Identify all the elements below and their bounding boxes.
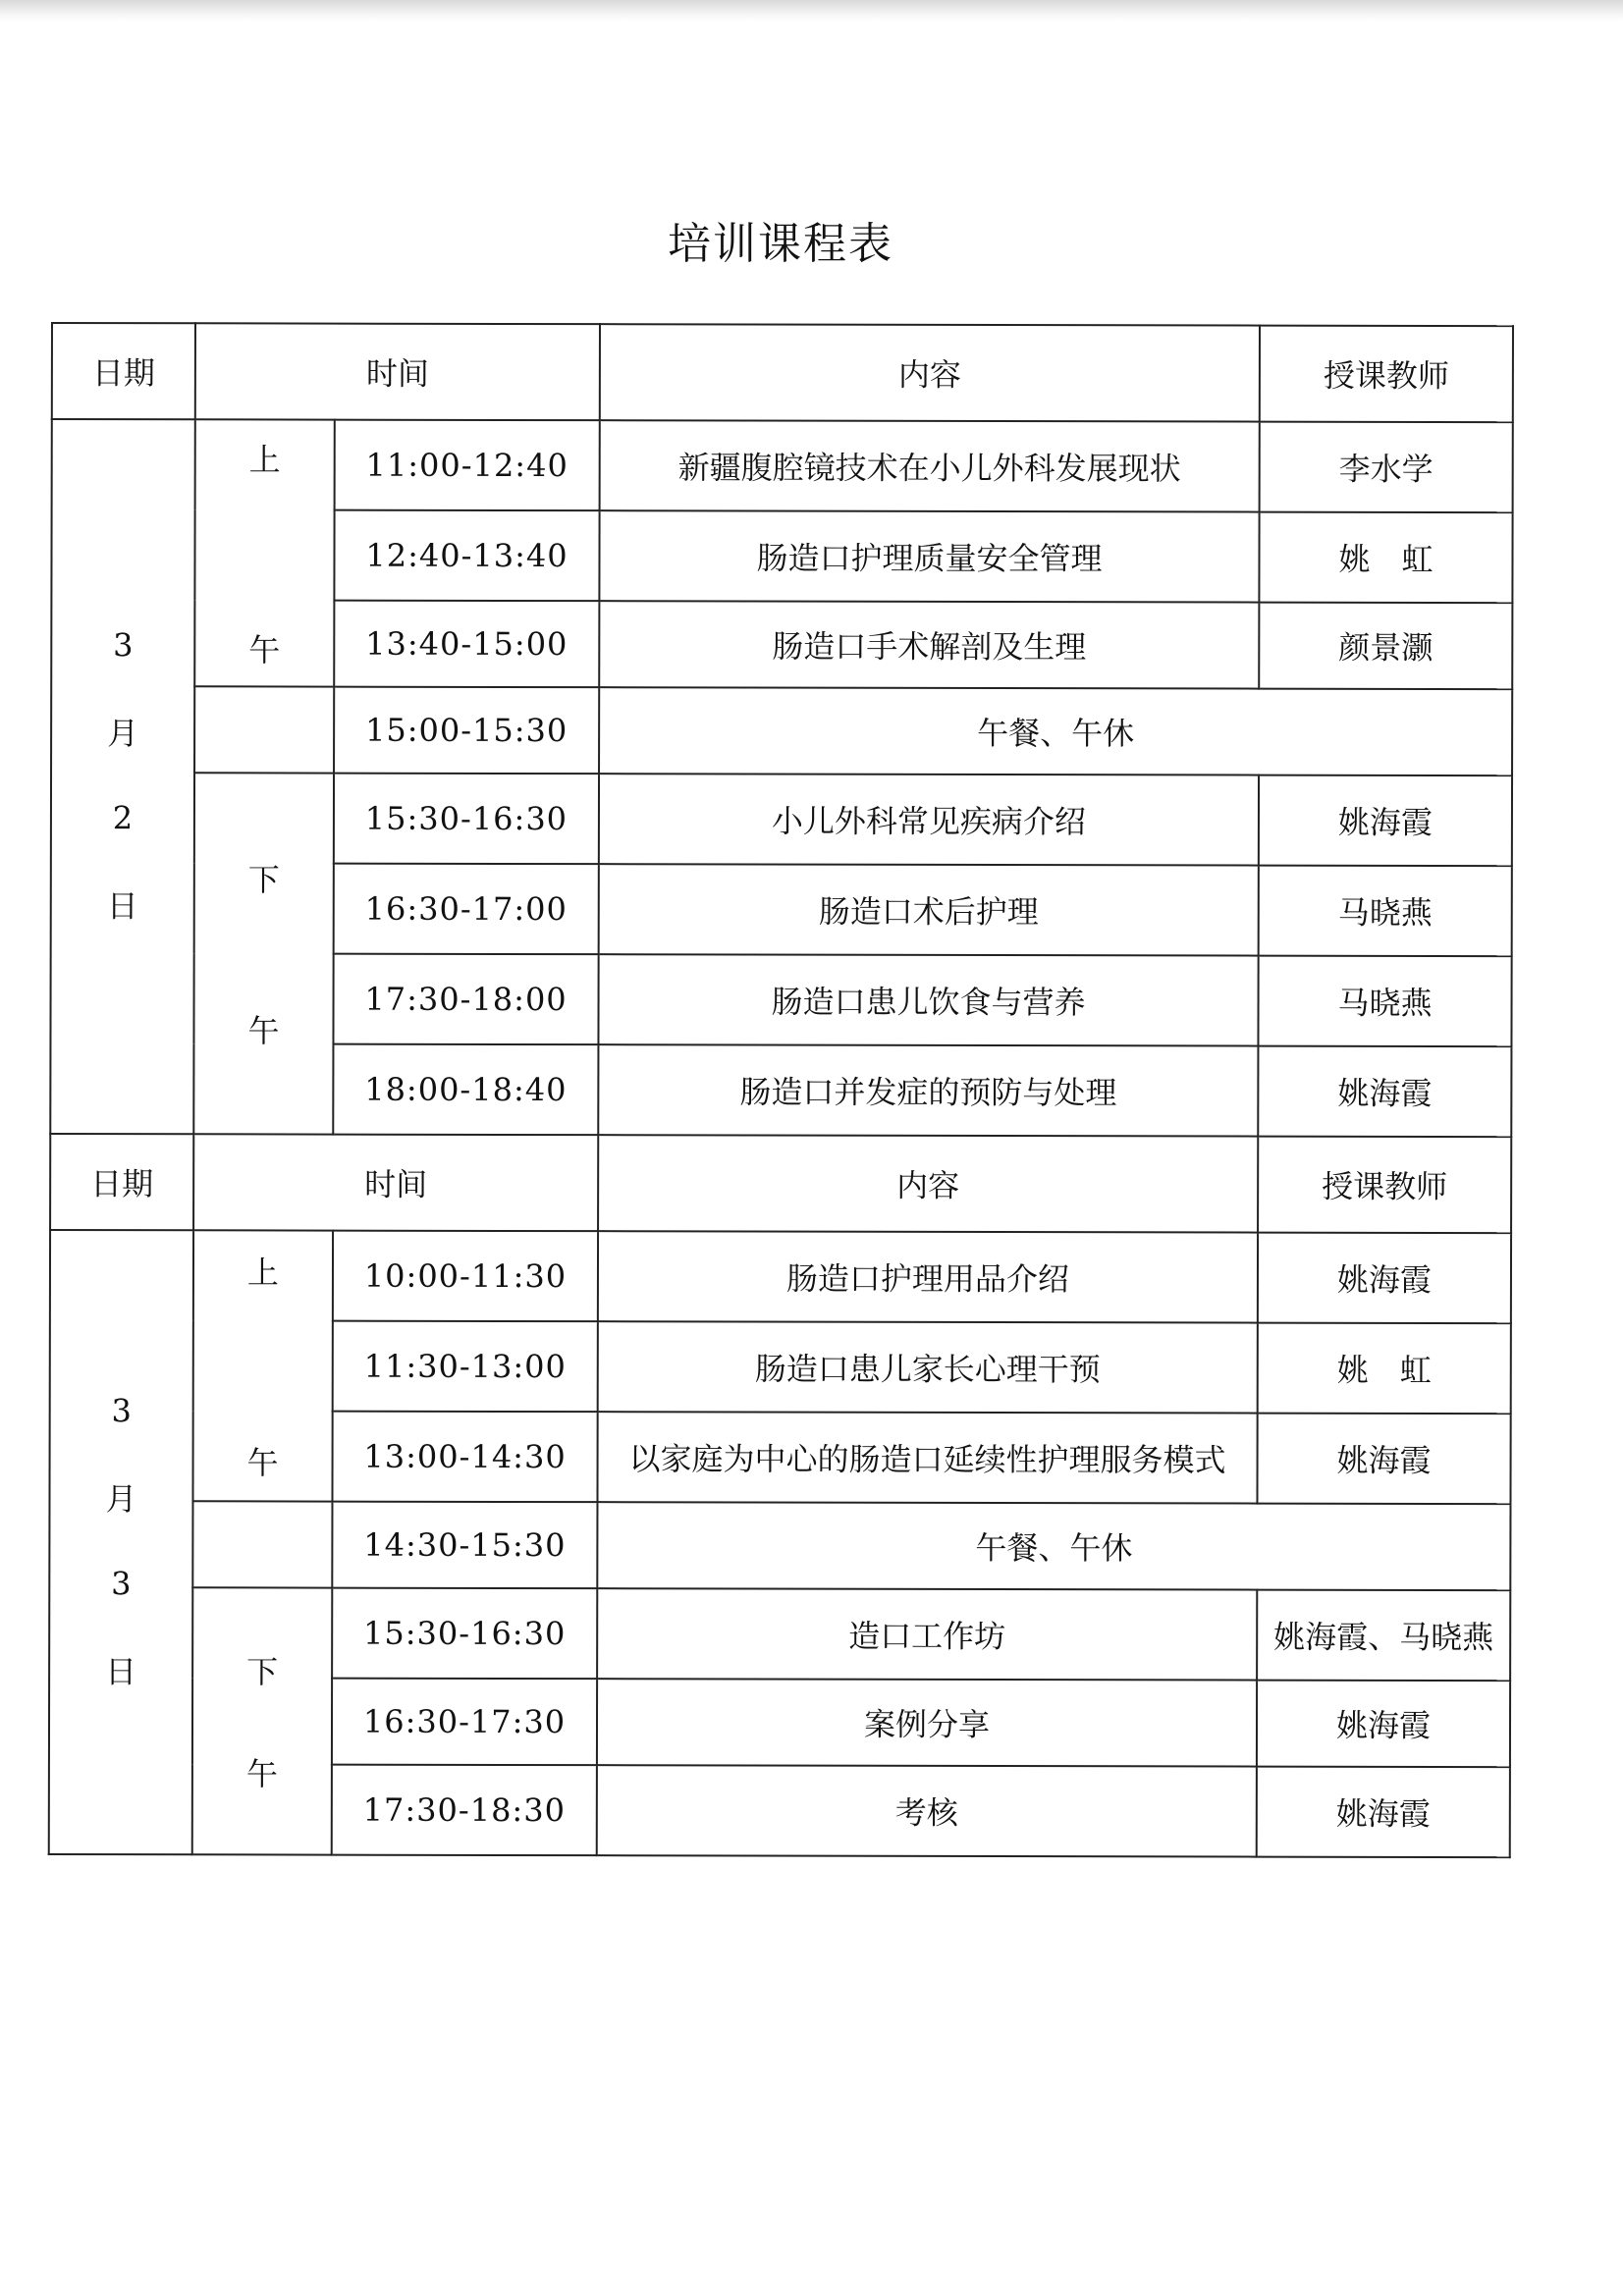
teacher-cell: 姚海霞 [1257, 1414, 1510, 1505]
content-cell: 造口工作坊 [597, 1588, 1257, 1680]
content-cell: 肠造口术后护理 [599, 864, 1259, 955]
date-char: 3 [111, 1392, 132, 1430]
break-content-cell: 午餐、午休 [599, 687, 1512, 775]
content-cell: 肠造口并发症的预防与处理 [598, 1044, 1258, 1136]
header-content: 内容 [600, 324, 1260, 421]
time-cell: 10:00-11:30 [333, 1231, 598, 1322]
time-cell: 16:30-17:30 [332, 1679, 597, 1766]
break-content-cell: 午餐、午休 [597, 1502, 1510, 1590]
time-cell: 12:40-13:40 [334, 510, 599, 602]
header-time: 时间 [195, 323, 600, 420]
half-char: 午 [245, 1755, 278, 1793]
date-char: 2 [112, 799, 134, 837]
teacher-cell: 姚海霞 [1258, 1046, 1511, 1138]
time-cell: 13:40-15:00 [334, 601, 599, 688]
header-date: 日期 [52, 323, 195, 419]
teacher-cell: 颜景灏 [1259, 603, 1512, 690]
time-cell: 16:30-17:00 [334, 864, 599, 955]
time-cell: 11:30-13:00 [333, 1321, 598, 1413]
date-char: 月 [105, 1480, 137, 1519]
content-cell: 小儿外科常见疾病介绍 [599, 774, 1259, 865]
date-char: 日 [106, 887, 138, 926]
break-row [49, 1501, 1510, 1590]
half-char: 上 [246, 1254, 280, 1292]
teacher-cell: 姚海霞 [1257, 1767, 1510, 1858]
morning-cell-day2 [192, 1230, 333, 1501]
time-cell: 13:00-14:30 [332, 1412, 597, 1503]
break-row [51, 686, 1512, 775]
header-time: 时间 [193, 1134, 598, 1231]
header-teacher: 授课教师 [1258, 1137, 1511, 1234]
time-cell: 17:30-18:30 [332, 1765, 597, 1856]
half-char: 下 [246, 1653, 279, 1691]
content-cell: 新疆腹腔镜技术在小儿外科发展现状 [600, 420, 1260, 511]
content-cell: 肠造口护理用品介绍 [598, 1231, 1258, 1322]
content-cell: 肠造口护理质量安全管理 [599, 510, 1259, 602]
teacher-cell: 马晓燕 [1259, 866, 1512, 957]
date-char: 日 [105, 1653, 137, 1691]
content-cell: 肠造口患儿饮食与营养 [598, 954, 1258, 1045]
teacher-cell: 姚海霞 [1259, 775, 1512, 867]
header-date: 日期 [50, 1134, 193, 1230]
table-row [52, 419, 1513, 512]
time-cell: 14:30-15:30 [332, 1502, 597, 1589]
time-cell: 15:30-16:30 [332, 1588, 597, 1680]
content-cell: 考核 [597, 1765, 1257, 1856]
date-cell-day2 [49, 1230, 193, 1854]
teacher-cell: 姚 虹 [1259, 512, 1512, 604]
half-char: 午 [248, 631, 281, 669]
teacher-cell: 李水学 [1260, 422, 1513, 513]
morning-cell-day1 [194, 419, 335, 686]
time-cell: 15:00-15:30 [334, 687, 599, 774]
teacher-cell: 姚 虹 [1258, 1323, 1511, 1415]
header-teacher: 授课教师 [1260, 326, 1513, 423]
table-row [50, 1230, 1511, 1323]
half-char: 午 [247, 1012, 280, 1050]
content-cell: 以家庭为中心的肠造口延续性护理服务模式 [597, 1412, 1257, 1503]
table-row [49, 1587, 1510, 1681]
date-cell-day1 [50, 419, 195, 1134]
half-char: 上 [248, 441, 281, 479]
table-row [51, 773, 1512, 866]
date-char: 3 [113, 626, 134, 665]
afternoon-cell-day1 [193, 773, 334, 1134]
teacher-cell: 姚海霞 [1257, 1681, 1510, 1768]
teacher-cell: 姚海霞 [1258, 1233, 1511, 1324]
table-header-row [50, 1134, 1511, 1233]
half-char: 下 [247, 861, 280, 899]
header-content: 内容 [598, 1135, 1258, 1232]
time-cell: 15:30-16:30 [334, 774, 599, 865]
time-cell: 11:00-12:40 [335, 420, 600, 511]
page-title: 培训课程表 [668, 219, 893, 269]
teacher-cell: 姚海霞、马晓燕 [1257, 1590, 1510, 1682]
time-cell: 18:00-18:40 [333, 1044, 598, 1136]
content-cell: 案例分享 [597, 1679, 1257, 1766]
scan-edge [0, 0, 1623, 22]
teacher-cell: 马晓燕 [1258, 956, 1511, 1047]
schedule-table [48, 322, 1514, 1858]
content-cell: 肠造口手术解剖及生理 [599, 601, 1259, 688]
time-cell: 17:30-18:00 [333, 954, 598, 1045]
date-char: 月 [107, 715, 139, 753]
table-header-row [52, 323, 1513, 422]
break-blank-cell [192, 1501, 332, 1587]
half-char: 午 [246, 1444, 279, 1482]
date-char: 3 [111, 1565, 132, 1603]
break-blank-cell [194, 686, 334, 773]
content-cell: 肠造口患儿家长心理干预 [598, 1321, 1258, 1413]
afternoon-cell-day2 [192, 1587, 333, 1854]
